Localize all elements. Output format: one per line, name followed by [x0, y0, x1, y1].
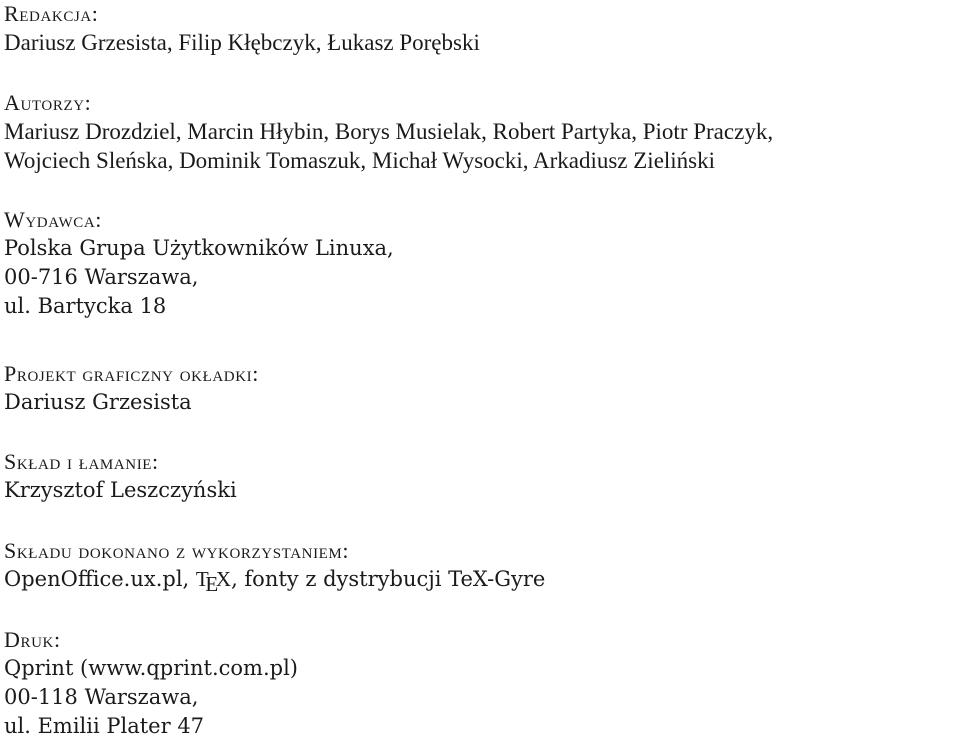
- section-label-redakcja: Redakcja:: [4, 1, 99, 26]
- section-label-druk: Druk:: [4, 627, 61, 652]
- section-label-projekt: Projekt graficzny okładki:: [4, 361, 259, 386]
- section-autorzy: [4, 89, 954, 175]
- tools-line: [4, 565, 954, 594]
- section-sklad: [4, 448, 954, 505]
- cover-designer: Dariusz Grzesista: [4, 390, 192, 414]
- section-projekt: [4, 360, 954, 417]
- printer-line-1: Qprint (www.qprint.com.pl): [4, 656, 298, 680]
- tex-logo-t: T: [195, 567, 209, 591]
- section-label-autorzy: Autorzy:: [4, 90, 92, 115]
- section-wydawca: [4, 206, 954, 321]
- authors-line-1: Mariusz Drozdziel, Marcin Hłybin, Borys Musielak, Robert Partyka, Piotr Praczyk,: [4, 119, 774, 144]
- tex-logo-x: X: [215, 567, 232, 591]
- publisher-line-1: Polska Grupa Użytkowników Linuxa,: [4, 236, 394, 260]
- section-label-sklad: Skład i łamanie:: [4, 449, 159, 474]
- tex-logo-e: E: [205, 571, 219, 596]
- tools-suffix: , fonty z dystrybucji TeX-Gyre: [231, 567, 546, 591]
- tex-logo: [195, 567, 232, 596]
- printer-line-3: ul. Emilii Plater 47: [4, 714, 205, 738]
- section-label-narzedzia: Składu dokonano z wykorzystaniem:: [4, 538, 350, 563]
- editors-names: Dariusz Grzesista, Filip Kłębczyk, Łukasz Porębski: [4, 30, 480, 55]
- typesetter: Krzysztof Leszczyński: [4, 478, 237, 502]
- section-druk: [4, 626, 954, 741]
- printer-line-2: 00-118 Warszawa,: [4, 685, 199, 709]
- authors-line-2: Wojciech Sleńska, Dominik Tomaszuk, Michał Wysocki, Arkadiusz Zieliński: [4, 148, 716, 173]
- section-label-wydawca: Wydawca:: [4, 207, 102, 232]
- section-narzedzia: [4, 537, 954, 594]
- tools-prefix: OpenOffice.ux.pl,: [4, 567, 196, 591]
- publisher-line-2: 00-716 Warszawa,: [4, 265, 199, 289]
- section-redakcja: [4, 0, 954, 57]
- publisher-line-3: ul. Bartycka 18: [4, 294, 167, 318]
